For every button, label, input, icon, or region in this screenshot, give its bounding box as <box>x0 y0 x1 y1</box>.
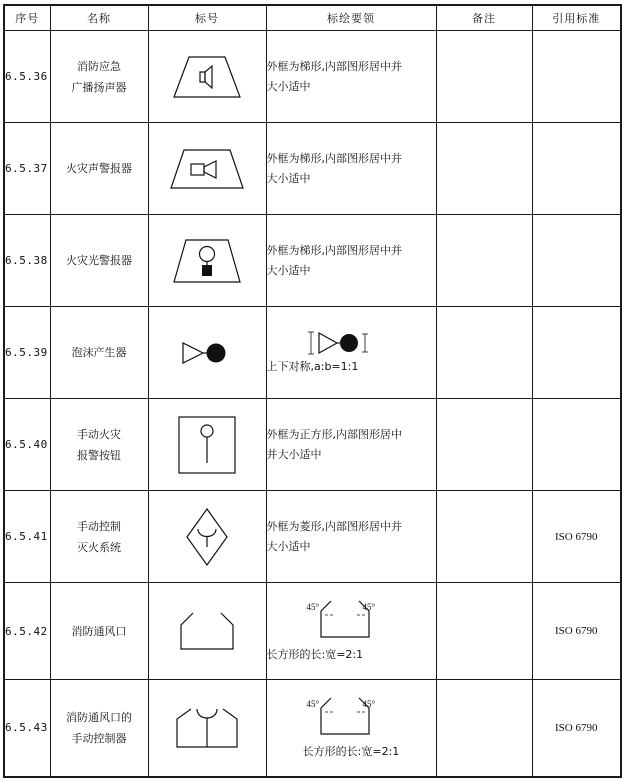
vent-angle-diagram <box>303 597 403 645</box>
name-line: 手动控制 <box>77 519 121 533</box>
note-cell <box>266 307 436 399</box>
note-line: 外框为梯形,内部图形居中并 <box>266 151 402 165</box>
remark-cell <box>436 123 532 215</box>
name-line: 灭火系统 <box>77 540 121 554</box>
reference-cell: ISO 6790 <box>532 583 621 680</box>
angle-label: 45° <box>306 698 320 709</box>
angle-label: 45° <box>362 698 376 709</box>
reference-cell <box>532 307 621 399</box>
symbol-standard-table <box>3 4 622 778</box>
reference-cell <box>532 31 621 123</box>
trapezoid-speaker-icon <box>172 55 242 99</box>
table-row <box>4 399 621 491</box>
row-name <box>50 215 148 307</box>
symbol-cell <box>148 307 266 399</box>
header-cell: 序号 <box>4 5 50 31</box>
row-name <box>50 31 148 123</box>
vent-controller-icon <box>175 707 239 749</box>
row-number: 6.5.36 <box>4 31 50 123</box>
symbol-cell <box>148 680 266 777</box>
trapezoid-horn-icon <box>169 148 245 190</box>
reference-cell <box>532 123 621 215</box>
angle-label: 45° <box>306 602 320 612</box>
remark-cell <box>436 215 532 307</box>
note-line: 大小适中 <box>266 263 311 277</box>
header-cell: 名称 <box>50 5 148 31</box>
remark-cell <box>436 583 532 680</box>
note-line: 上下对称,a:b=1:1 <box>266 359 359 373</box>
remark-cell <box>436 31 532 123</box>
note-line: 外框为菱形,内部图形居中并 <box>266 519 402 533</box>
remark-cell <box>436 399 532 491</box>
symbol-cell <box>148 399 266 491</box>
row-number: 6.5.38 <box>4 215 50 307</box>
table-row <box>4 215 621 307</box>
symbol-cell <box>148 583 266 680</box>
header-cell: 标绘要领 <box>266 5 436 31</box>
row-name <box>50 680 148 777</box>
name-line: 手动火灾 <box>77 427 121 441</box>
table-row <box>4 123 621 215</box>
row-name <box>50 491 148 583</box>
name-line: 手动控制器 <box>71 731 127 745</box>
header-cell: 标号 <box>148 5 266 31</box>
note-cell <box>266 215 436 307</box>
note-line: 长方形的长:宽=2:1 <box>266 648 364 661</box>
note-line: 外框为正方形,内部图形居中 <box>266 427 402 441</box>
note-line: 长方形的长:宽=2:1 <box>302 744 400 758</box>
note-line: 大小适中 <box>266 79 311 93</box>
note-cell <box>266 583 436 680</box>
row-number: 6.5.40 <box>4 399 50 491</box>
note-cell <box>266 399 436 491</box>
remark-cell <box>436 680 532 777</box>
table-row <box>4 31 621 123</box>
note-cell <box>266 31 436 123</box>
name-line: 消防通风口的 <box>66 710 132 724</box>
name-line: 消防应急 <box>77 59 121 73</box>
note-cell <box>266 123 436 215</box>
table-row <box>4 307 621 399</box>
table-row <box>4 680 621 777</box>
header-cell: 引用标准 <box>532 5 621 31</box>
row-number: 6.5.39 <box>4 307 50 399</box>
diamond-control-icon <box>185 507 229 567</box>
note-cell <box>266 491 436 583</box>
name-line: 消防通风口 <box>71 624 127 638</box>
vent-angle-diagram <box>303 694 403 742</box>
row-name <box>50 307 148 399</box>
symbol-cell <box>148 215 266 307</box>
reference-cell <box>532 215 621 307</box>
note-line: 外框为梯形,内部图形居中并 <box>266 243 402 257</box>
row-name <box>50 399 148 491</box>
symbol-cell <box>148 31 266 123</box>
name-line: 火灾声警报器 <box>66 162 132 175</box>
note-line: 大小适中 <box>266 539 311 553</box>
note-line: 外框为梯形,内部图形居中并 <box>266 59 402 73</box>
header-cell: 备注 <box>436 5 532 31</box>
name-line: 广播扬声器 <box>71 80 127 94</box>
table-header-row <box>4 5 621 31</box>
name-line: 报警按钮 <box>77 448 121 462</box>
symbol-cell <box>148 123 266 215</box>
angle-label: 45° <box>362 602 376 612</box>
note-line: 大小适中 <box>266 171 311 185</box>
foam-generator-dimension-icon <box>305 329 405 357</box>
table-row <box>4 583 621 680</box>
reference-cell: ISO 6790 <box>532 491 621 583</box>
square-button-icon <box>177 415 237 475</box>
table-row <box>4 491 621 583</box>
note-line: 并大小适中 <box>266 447 322 461</box>
remark-cell <box>436 491 532 583</box>
row-name <box>50 583 148 680</box>
vent-icon <box>179 611 235 651</box>
row-number: 6.5.43 <box>4 680 50 777</box>
symbol-cell <box>148 491 266 583</box>
reference-cell: ISO 6790 <box>532 680 621 777</box>
name-line: 火灾光警报器 <box>66 254 132 267</box>
foam-generator-icon <box>181 341 233 365</box>
row-number: 6.5.41 <box>4 491 50 583</box>
reference-cell <box>532 399 621 491</box>
row-number: 6.5.37 <box>4 123 50 215</box>
row-number: 6.5.42 <box>4 583 50 680</box>
trapezoid-lamp-icon <box>172 238 242 284</box>
row-name <box>50 123 148 215</box>
name-line: 泡沫产生器 <box>71 346 127 359</box>
remark-cell <box>436 307 532 399</box>
note-cell <box>266 680 436 777</box>
